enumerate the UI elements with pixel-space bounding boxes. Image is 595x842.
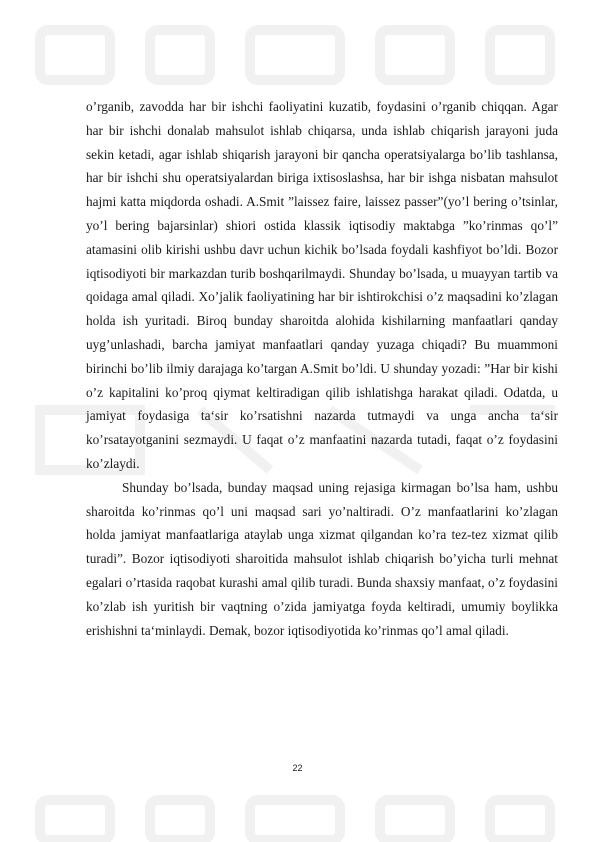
body-text — [86, 95, 558, 642]
paragraph-2: Shunday bo’lsada, bunday maqsad uning rejasiga kirmagan bo’lsa ham, ushbu sharoitda ko’rinmas qo’l uni maqsad sari yo’naltiradi. O’z manfaatlarini ko’zlagan holda jamiyat manfaatlariga ataylab unga xizmat qilgandan ko’ra tez-tez xizmat qilib turadi”. Bozor iqtisodiyoti sharoitida mahsulot ishlab chiqarish bo’yicha turli mehnat egalari o’rtasida raqobat kurashi amal qilib turadi. Bunda shaxsiy manfaat, o’z foydasini ko’zlab ish yuritish bir vaqtning o’zida jamiyatga foyda keltiradi, umumiy boylikka erishishni ta‘minlaydi. Demak, bozor iqtisodiyotida ko’rinmas qo’l amal qiladi. — [86, 479, 558, 638]
page-number: 22 — [292, 763, 303, 773]
paragraph-1: o’rganib, zavodda har bir ishchi faoliyatini kuzatib, foydasini o’rganib chiqqan. Agar har bir ishchi donalab mahsulot ishlab chiqarsa, unda ishlab chiqarish jarayoni juda sekin ketadi, agar ishlab shiqarish jarayoni bir qancha operatsiyalarga bo’lib tashlansa, har bir ishchi shu operatsiyalardan biriga ixtisoslashsa, har bir ishga nisbatan mahsulot hajmi katta miqdorda oshadi. A.Smit ”laissez faire, laissez passer”(yo’l bering o’tsinlar, yo’l bering bajarsinlar) shiori ostida klassik iqtisodiy maktabga ”ko’rinmas qo’l” atamasini olib kirishi ushbu davr uchun kichik bo’lsada foydali kashfiyot bo’ldi. Bozor iqtisodiyoti bir markazdan turib boshqarilmaydi. Shunday bo’lsada, u muayyan tartib va qoidaga amal qiladi. Xo’jalik faoliyatining har bir ishtirokchisi o’z maqsadini ko’zlagan holda ish yuritadi. Biroq bunday sharoitda alohida kishilarning manfaatlari qanday uyg’unlashadi, barcha jamiyat manfaatlari qanday yuzaga chiqadi? Bu muammoni birinchi bo’lib ilmiy darajaga ko’targan A.Smit bo’ldi. U shunday yozadi: ”Har bir kishi o’z kapitalini ko’proq qiymat keltiradigan qilib ishlatishga harakat qiladi. Odatda, u jamiyat foydasiga ta‘sir ko’rsatishni nazarda tutmaydi va unga ancha ta‘sir ko’rsatayotganini sezmaydi. U faqat o’z manfaatini nazarda tutadi, faqat o’z foydasini ko’zlaydi. — [86, 99, 558, 471]
